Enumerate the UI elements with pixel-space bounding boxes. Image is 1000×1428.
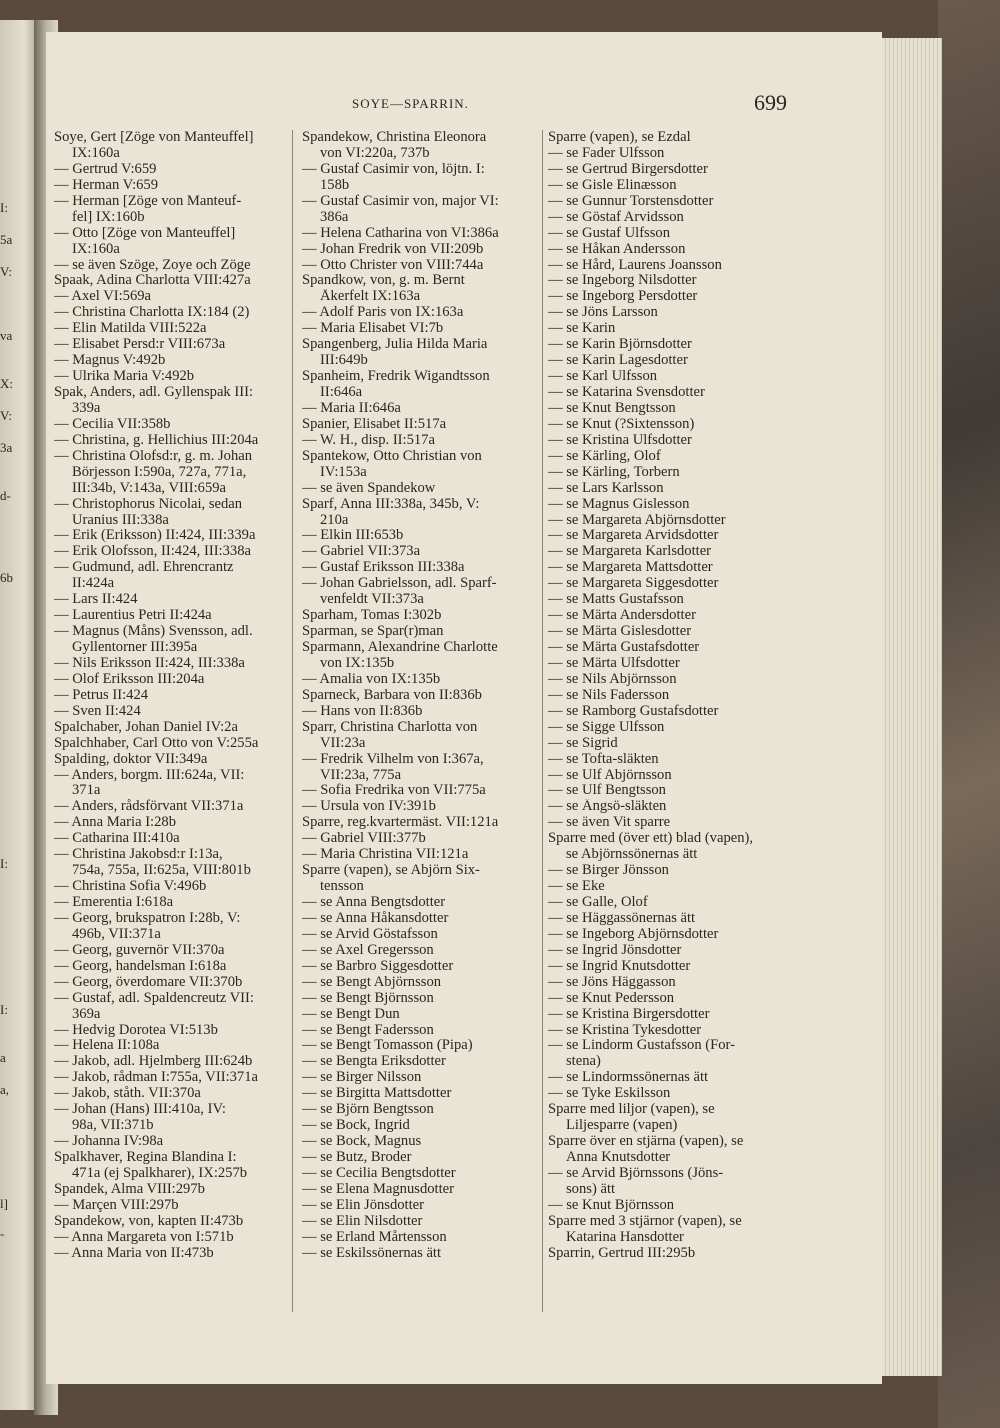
index-entry: — se Matts Gustafsson bbox=[548, 592, 684, 608]
index-entry: — Petrus II:424 bbox=[54, 687, 149, 703]
index-entry: — Sven II:424 bbox=[54, 703, 141, 719]
index-entry: Sparham, Tomas I:302b bbox=[302, 608, 442, 624]
index-entry: Spantekow, Otto Christian von bbox=[302, 448, 482, 464]
index-entry: Soye, Gert [Zöge von Manteuffel] bbox=[54, 130, 254, 145]
index-entry: — se Kärling, Torbern bbox=[548, 464, 680, 480]
index-entry: — Otto Christer von VIII:744a bbox=[302, 257, 484, 273]
facing-page-fragment: I: bbox=[0, 856, 8, 871]
index-entry: — W. H., disp. II:517a bbox=[302, 432, 435, 448]
index-entry: — se Bengta Eriksdotter bbox=[302, 1054, 446, 1070]
index-entry: — Magnus V:492b bbox=[54, 353, 166, 369]
index-entry: — Magnus (Måns) Svensson, adl. bbox=[54, 624, 253, 640]
index-entry: II:424a bbox=[72, 576, 115, 592]
index-entry: — Helena II:108a bbox=[54, 1038, 160, 1054]
index-entry: — se Ramborg Gustafsdotter bbox=[548, 703, 719, 719]
index-entry: — Herman [Zöge von Manteuf- bbox=[54, 193, 242, 209]
index-entry: 158b bbox=[320, 177, 350, 193]
index-entry: Spangenberg, Julia Hilda Maria bbox=[302, 337, 488, 353]
index-entry: 496b, VII:371a bbox=[72, 926, 161, 942]
facing-page-fragment: I: bbox=[0, 200, 8, 215]
index-entry: — Jakob, adl. Hjelmberg III:624b bbox=[54, 1054, 253, 1070]
facing-page-fragment: X: bbox=[0, 376, 13, 391]
index-entry: 754a, 755a, II:625a, VIII:801b bbox=[72, 863, 251, 879]
index-entry: — Marçen VIII:297b bbox=[54, 1197, 179, 1213]
index-entry: — se Erland Mårtensson bbox=[302, 1229, 447, 1245]
index-entry: Sparre (vapen), se Abjörn Six- bbox=[302, 863, 480, 879]
index-entry: — Sofia Fredrika von VII:775a bbox=[302, 783, 486, 799]
index-entry: — Otto [Zöge von Manteuffel] bbox=[54, 225, 236, 241]
index-entry: — se Lars Karlsson bbox=[548, 480, 664, 496]
index-entry: 98a, VII:371b bbox=[72, 1118, 154, 1134]
index-entry: — se Jöns Larsson bbox=[548, 305, 658, 321]
index-entry: — Fredrik Vilhelm von I:367a, bbox=[302, 751, 484, 767]
index-entry: — se Kärling, Olof bbox=[548, 448, 661, 464]
index-entry: — se även Vit sparre bbox=[548, 815, 671, 831]
index-entry: — Erik Olofsson, II:424, III:338a bbox=[54, 544, 251, 560]
index-entry: — se Sigrid bbox=[548, 735, 618, 751]
index-entry: — se Bengt Björnsson bbox=[302, 990, 434, 1006]
index-entry: — se Tyke Eskilsson bbox=[548, 1086, 671, 1102]
index-entry: II:646a bbox=[320, 385, 363, 400]
index-entry: Åkerfelt IX:163a bbox=[320, 289, 421, 305]
index-entry: — se Gertrud Birgersdotter bbox=[548, 161, 708, 177]
index-entry: — se Märta Andersdotter bbox=[548, 608, 696, 624]
index-entry: — Maria II:646a bbox=[302, 400, 401, 416]
index-entry: — Anna Margareta von I:571b bbox=[54, 1229, 234, 1245]
index-entry: — se Lindorm Gustafsson (For- bbox=[548, 1038, 735, 1054]
index-entry: Sparre med (över ett) blad (vapen), bbox=[548, 831, 754, 847]
index-entry: — se Sigge Ulfsson bbox=[548, 719, 665, 735]
index-entry: — Emerentia I:618a bbox=[54, 895, 174, 910]
index-entry: — Gudmund, adl. Ehrencrantz bbox=[54, 560, 234, 576]
index-entry: — Gustaf Casimir von, major VI: bbox=[302, 193, 499, 209]
index-entry: Sparre med 3 stjärnor (vapen), se bbox=[548, 1213, 742, 1229]
index-entry: — se Märta Gustafsdotter bbox=[548, 640, 700, 655]
index-entry: tensson bbox=[320, 879, 364, 895]
index-entry: — Anders, rådsförvant VII:371a bbox=[54, 799, 244, 815]
facing-page-fragment: 5a bbox=[0, 232, 13, 247]
index-entry: von VI:220a, 737b bbox=[320, 145, 430, 161]
index-entry: Spalchhaber, Carl Otto von V:255a bbox=[54, 735, 259, 751]
index-entry: fel] IX:160b bbox=[72, 209, 145, 225]
index-entry: — se Elena Magnusdotter bbox=[302, 1181, 454, 1197]
index-entry: 369a bbox=[72, 1006, 101, 1022]
index-entry: — Amalia von IX:135b bbox=[302, 671, 441, 687]
index-entry: — Ulrika Maria V:492b bbox=[54, 369, 195, 385]
index-entry: — Johan Fredrik von VII:209b bbox=[302, 241, 484, 257]
index-entry: — Hans von II:836b bbox=[302, 703, 423, 719]
index-entry: — Georg, handelsman I:618a bbox=[54, 958, 227, 974]
page-number: 699 bbox=[754, 90, 787, 115]
index-entry: — se Karin Björnsdotter bbox=[548, 337, 692, 353]
index-entry: — se Ulf Abjörnsson bbox=[548, 767, 672, 783]
index-entry: — Olof Eriksson III:204a bbox=[54, 671, 205, 687]
index-entry: — se Ängsö-släkten bbox=[548, 799, 667, 815]
index-entry: se Abjörnssönernas ätt bbox=[566, 847, 698, 863]
index-entry: — se Jöns Häggasson bbox=[548, 974, 676, 990]
index-entry: — Johanna IV:98a bbox=[54, 1134, 164, 1150]
index-entry: — Ursula von IV:391b bbox=[302, 799, 436, 815]
facing-page-fragment: 3a bbox=[0, 440, 13, 455]
index-entry: — se Knut (?Sixtensson) bbox=[548, 416, 695, 432]
index-entry: — se Kristina Ulfsdotter bbox=[548, 432, 692, 448]
index-entry: — se Ulf Bengtsson bbox=[548, 783, 666, 799]
index-entry: — se Margareta Karlsdotter bbox=[548, 544, 712, 560]
index-entry: — Christina Olofsd:r, g. m. Johan bbox=[54, 448, 253, 464]
index-column-3 bbox=[548, 130, 786, 1262]
index-entry: — se Göstaf Arvidsson bbox=[548, 209, 684, 225]
index-entry: — se Kristina Birgersdotter bbox=[548, 1006, 710, 1022]
index-entry: — Johan (Hans) III:410a, IV: bbox=[54, 1102, 226, 1118]
index-entry: — se Tofta-släkten bbox=[548, 751, 659, 767]
index-entry: — se Håkan Andersson bbox=[548, 241, 686, 257]
index-entry: — Cecilia VII:358b bbox=[54, 416, 171, 432]
index-entry: III:34b, V:143a, VIII:659a bbox=[72, 480, 227, 496]
index-entry: — Anders, borgm. III:624a, VII: bbox=[54, 767, 245, 783]
index-entry: — se Knut Bengtsson bbox=[548, 400, 676, 416]
index-entry: Spandkow, von, g. m. Bernt bbox=[302, 273, 465, 289]
index-entry: — Axel VI:569a bbox=[54, 289, 152, 305]
index-entry: IX:160a bbox=[72, 145, 120, 161]
index-entry: — se Margareta Siggesdotter bbox=[548, 576, 719, 592]
index-entry: Spandekow, Christina Eleonora bbox=[302, 130, 487, 145]
index-entry: — Georg, guvernör VII:370a bbox=[54, 942, 225, 958]
index-entry: 339a bbox=[72, 400, 101, 416]
index-entry: — Anna Maria von II:473b bbox=[54, 1245, 214, 1261]
running-title: SOYE—SPARRIN. bbox=[352, 96, 469, 111]
index-entry: — se Gisle Elinæsson bbox=[548, 177, 677, 193]
index-entry: — Georg, överdomare VII:370b bbox=[54, 974, 243, 990]
index-entry: — Gabriel VIII:377b bbox=[302, 831, 426, 847]
index-entry: — se Bengt Abjörnsson bbox=[302, 974, 442, 990]
index-entry: Sparf, Anna III:338a, 345b, V: bbox=[302, 496, 480, 512]
index-entry: — se Kristina Tykesdotter bbox=[548, 1022, 702, 1038]
index-entry: — se Birger Nilsson bbox=[302, 1070, 422, 1086]
index-entry: Spanheim, Fredrik Wigandtsson bbox=[302, 369, 490, 385]
column-rule bbox=[292, 130, 293, 1312]
index-entry: Sparrin, Gertrud III:295b bbox=[548, 1245, 696, 1261]
index-entry: 471a (ej Spalkharer), IX:257b bbox=[72, 1165, 248, 1181]
index-entry: Spalding, doktor VII:349a bbox=[54, 751, 208, 767]
facing-page-fragment: a, bbox=[0, 1082, 10, 1097]
index-entry: Spandekow, von, kapten II:473b bbox=[54, 1213, 244, 1229]
index-entry: sons) ätt bbox=[566, 1181, 616, 1197]
index-entry: — se Cecilia Bengtsdotter bbox=[302, 1165, 456, 1181]
index-entry: — se Margareta Abjörnsdotter bbox=[548, 512, 726, 528]
index-entry: — Christophorus Nicolai, sedan bbox=[54, 496, 243, 512]
index-entry: Spalchaber, Johan Daniel IV:2a bbox=[54, 719, 238, 735]
index-entry: — se Nils Abjörnsson bbox=[548, 671, 677, 687]
index-entry: Börjesson I:590a, 727a, 771a, bbox=[72, 464, 247, 480]
index-entry: Spandek, Alma VIII:297b bbox=[54, 1181, 205, 1197]
index-entry: Liljesparre (vapen) bbox=[566, 1118, 678, 1134]
index-entry: — Laurentius Petri II:424a bbox=[54, 608, 212, 624]
index-entry: Sparre över en stjärna (vapen), se bbox=[548, 1134, 744, 1150]
index-entry: — Jakob, ståth. VII:370a bbox=[54, 1086, 201, 1102]
index-column-2 bbox=[302, 130, 539, 1262]
index-entry: — se Knut Björnsson bbox=[548, 1197, 675, 1213]
index-entry: — se Bock, Magnus bbox=[302, 1134, 422, 1150]
index-entry: — se Häggassönernas ätt bbox=[548, 910, 696, 926]
index-entry: — se Nils Fadersson bbox=[548, 687, 670, 703]
facing-page-fragment: a bbox=[0, 1050, 6, 1065]
index-entry: — Elin Matilda VIII:522a bbox=[54, 321, 207, 337]
index-entry: — se Ingeborg Persdotter bbox=[548, 289, 698, 305]
index-entry: — Anna Maria I:28b bbox=[54, 815, 176, 831]
index-entry: — se Birger Jönsson bbox=[548, 863, 669, 879]
index-entry: Uranius III:338a bbox=[72, 512, 169, 528]
index-entry: — se Barbro Siggesdotter bbox=[302, 958, 454, 974]
index-entry: — se Ingrid Jönsdotter bbox=[548, 942, 682, 958]
index-entry: — Gertrud V:659 bbox=[54, 161, 157, 177]
index-entry: VII:23a bbox=[320, 735, 366, 751]
index-entry: — se Axel Gregersson bbox=[302, 942, 434, 958]
index-entry: — se Birgitta Mattsdotter bbox=[302, 1086, 452, 1102]
index-entry: Sparman, se Spar(r)man bbox=[302, 624, 444, 640]
index-entry: VII:23a, 775a bbox=[320, 767, 402, 783]
index-entry: — se Bengt Fadersson bbox=[302, 1022, 434, 1038]
index-entry: — se Karin bbox=[548, 321, 616, 337]
index-entry: — Lars II:424 bbox=[54, 592, 138, 608]
index-entry: — se Magnus Gislesson bbox=[548, 496, 690, 512]
index-entry: — se Arvid Björnssons (Jöns- bbox=[548, 1165, 724, 1181]
index-entry: — se Ingeborg Abjörnsdotter bbox=[548, 926, 719, 942]
index-entry: Sparre (vapen), se Ezdal bbox=[548, 130, 691, 145]
index-entry: — se Eke bbox=[548, 879, 605, 895]
index-entry: — se Karl Ulfsson bbox=[548, 369, 658, 385]
index-entry: stena) bbox=[566, 1054, 601, 1070]
index-entry: Sparneck, Barbara von II:836b bbox=[302, 687, 482, 703]
index-entry: — Gustaf Casimir von, löjtn. I: bbox=[302, 161, 485, 177]
index-entry: — Johan Gabrielsson, adl. Sparf- bbox=[302, 576, 497, 592]
facing-page-fragment: V: bbox=[0, 408, 13, 423]
index-entry: — se Bengt Tomasson (Pipa) bbox=[302, 1038, 473, 1054]
index-entry: — se Anna Håkansdotter bbox=[302, 910, 449, 926]
index-entry: Sparre med liljor (vapen), se bbox=[548, 1102, 715, 1118]
index-entry: — se Björn Bengtsson bbox=[302, 1102, 434, 1118]
index-entry: — se Eskilssönernas ätt bbox=[302, 1245, 442, 1261]
facing-page-fragment: - bbox=[0, 1226, 5, 1241]
index-entry: — se Margareta Arvidsdotter bbox=[548, 528, 719, 544]
index-entry: — se även Szöge, Zoye och Zöge bbox=[54, 257, 251, 273]
index-column-1 bbox=[54, 130, 288, 1262]
index-entry: — se Gustaf Ulfsson bbox=[548, 225, 671, 241]
index-entry: Spanier, Elisabet II:517a bbox=[302, 416, 447, 432]
index-entry: — Christina Sofia V:496b bbox=[54, 879, 207, 895]
index-entry: — se Märta Gislesdotter bbox=[548, 624, 692, 640]
column-rule bbox=[542, 130, 543, 1312]
index-page bbox=[46, 32, 882, 1384]
index-entry: — Christina Jakobsd:r I:13a, bbox=[54, 847, 223, 863]
index-entry: — Elkin III:653b bbox=[302, 528, 404, 544]
index-entry: IX:160a bbox=[72, 241, 120, 257]
index-entry: — se Ingeborg Nilsdotter bbox=[548, 273, 697, 289]
index-entry: — se Arvid Göstafsson bbox=[302, 926, 438, 942]
index-entry: — se Märta Ulfsdotter bbox=[548, 655, 680, 671]
index-entry: Spak, Anders, adl. Gyllenspak III: bbox=[54, 385, 254, 400]
index-entry: — Christina Charlotta IX:184 (2) bbox=[54, 305, 250, 321]
index-entry: — se Hård, Laurens Joansson bbox=[548, 257, 722, 273]
index-entry: — Catharina III:410a bbox=[54, 831, 180, 847]
index-entry: — Elisabet Persd:r VIII:673a bbox=[54, 337, 226, 353]
index-entry: venfeldt VII:373a bbox=[320, 592, 424, 608]
index-entry: Katarina Hansdotter bbox=[566, 1229, 684, 1245]
index-entry: — Gustaf, adl. Spaldencreutz VII: bbox=[54, 990, 254, 1006]
index-entry: — Gustaf Eriksson III:338a bbox=[302, 560, 465, 576]
index-entry: III:649b bbox=[320, 353, 368, 369]
index-entry: — se Ingrid Knutsdotter bbox=[548, 958, 691, 974]
index-entry: Spaak, Adina Charlotta VIII:427a bbox=[54, 273, 251, 289]
index-entry: — Gabriel VII:373a bbox=[302, 544, 421, 560]
index-entry: — se Lindormssönernas ätt bbox=[548, 1070, 709, 1086]
index-entry: — Helena Catharina von VI:386a bbox=[302, 225, 499, 241]
index-entry: Anna Knutsdotter bbox=[566, 1150, 671, 1165]
facing-page-fragment: va bbox=[0, 328, 13, 343]
index-entry: — Georg, brukspatron I:28b, V: bbox=[54, 910, 241, 926]
index-entry: — Maria Elisabet VI:7b bbox=[302, 321, 444, 337]
facing-page-fragment: d- bbox=[0, 488, 11, 503]
index-entry: — se Karin Lagesdotter bbox=[548, 353, 688, 369]
index-entry: 210a bbox=[320, 512, 349, 528]
index-entry: — Adolf Paris von IX:163a bbox=[302, 305, 464, 321]
index-entry: Sparmann, Alexandrine Charlotte bbox=[302, 640, 498, 655]
index-entry: — Herman V:659 bbox=[54, 177, 159, 193]
index-entry: — Maria Christina VII:121a bbox=[302, 847, 469, 863]
index-entry: — se Butz, Broder bbox=[302, 1150, 412, 1165]
index-entry: — se Anna Bengtsdotter bbox=[302, 895, 446, 910]
index-entry: — se Bock, Ingrid bbox=[302, 1118, 410, 1134]
index-entry: — Hedvig Dorotea VI:513b bbox=[54, 1022, 218, 1038]
facing-page-fragment: l] bbox=[0, 1196, 8, 1211]
facing-page-fragment: I: bbox=[0, 1002, 8, 1017]
index-entry: Gyllentorner III:395a bbox=[72, 640, 198, 655]
index-entry: — se Margareta Mattsdotter bbox=[548, 560, 713, 576]
index-entry: Spalkhaver, Regina Blandina I: bbox=[54, 1150, 237, 1165]
index-entry: — se Katarina Svensdotter bbox=[548, 385, 705, 400]
facing-page-fragment: 6b bbox=[0, 570, 13, 585]
index-entry: — se Fader Ulfsson bbox=[548, 145, 665, 161]
index-entry: 371a bbox=[72, 783, 101, 799]
index-entry: Sparr, Christina Charlotta von bbox=[302, 719, 478, 735]
index-entry: 386a bbox=[320, 209, 349, 225]
index-entry: Sparre, reg.kvartermäst. VII:121a bbox=[302, 815, 499, 831]
index-entry: — Nils Eriksson II:424, III:338a bbox=[54, 655, 245, 671]
book-cover-edge bbox=[938, 0, 1000, 1428]
index-entry: — Erik (Eriksson) II:424, III:339a bbox=[54, 528, 256, 544]
index-entry: — se Elin Jönsdotter bbox=[302, 1197, 425, 1213]
index-entry: — se Bengt Dun bbox=[302, 1006, 400, 1022]
index-entry: — Christina, g. Hellichius III:204a bbox=[54, 432, 259, 448]
index-entry: — se Knut Pedersson bbox=[548, 990, 675, 1006]
index-entry: IV:153a bbox=[320, 464, 367, 480]
index-entry: — se Elin Nilsdotter bbox=[302, 1213, 423, 1229]
index-entry: — se även Spandekow bbox=[302, 480, 436, 496]
index-entry: — Jakob, rådman I:755a, VII:371a bbox=[54, 1070, 258, 1086]
index-entry: — se Galle, Olof bbox=[548, 895, 648, 910]
index-entry: — se Gunnur Torstensdotter bbox=[548, 193, 714, 209]
facing-page-fragment: V: bbox=[0, 264, 13, 279]
index-entry: von IX:135b bbox=[320, 655, 395, 671]
